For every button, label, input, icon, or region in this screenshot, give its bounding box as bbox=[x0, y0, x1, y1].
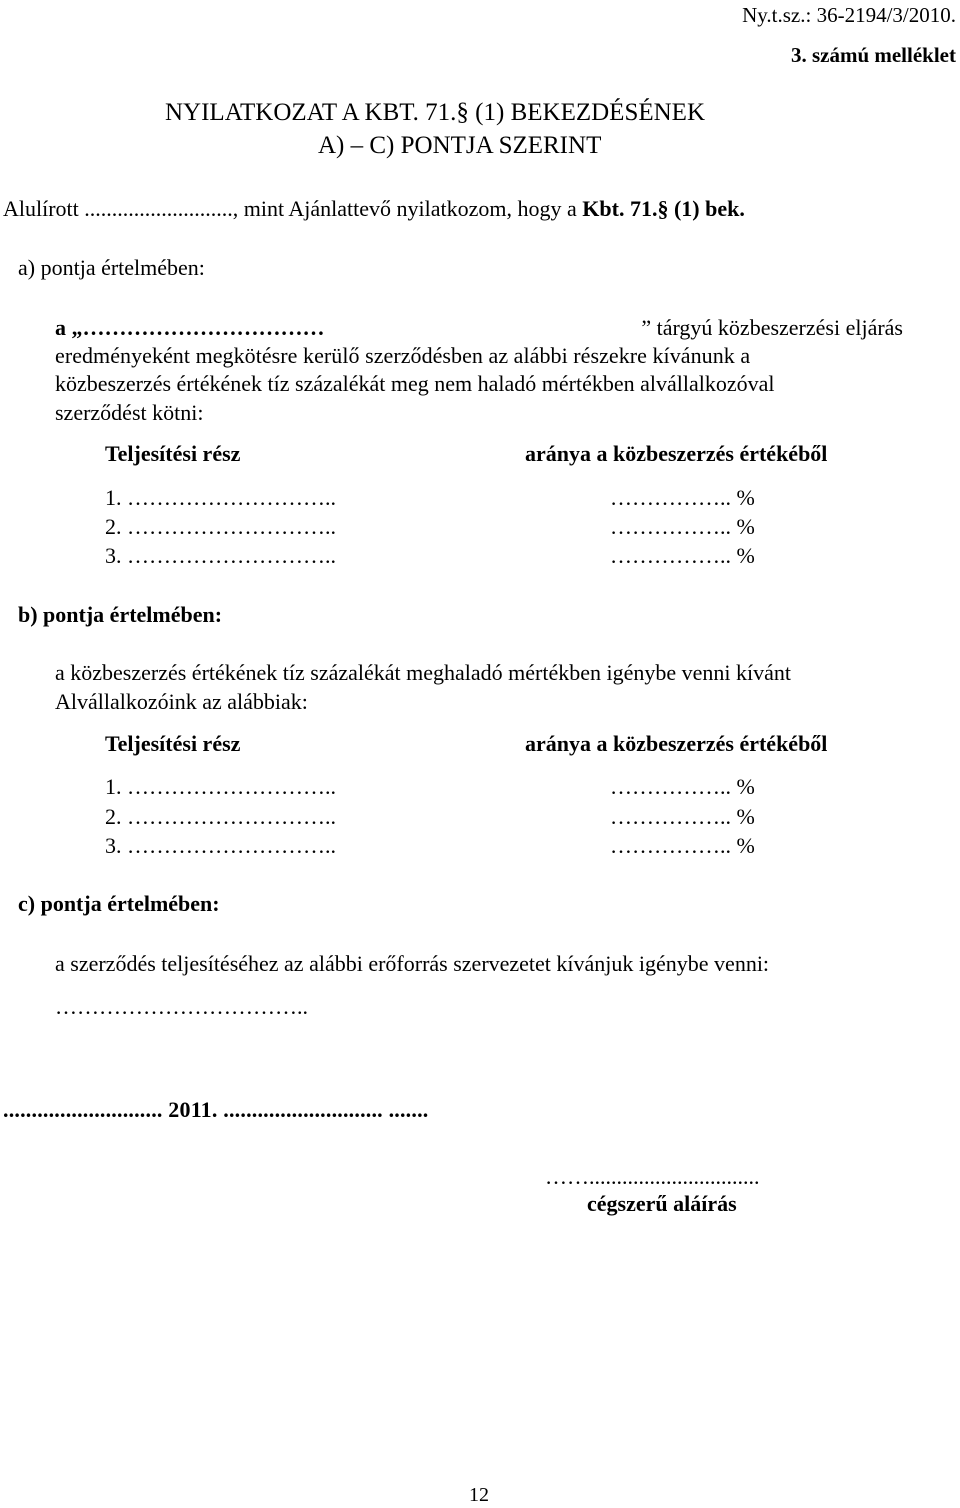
title-line-1: NYILATKOZAT A KBT. 71.§ (1) BEKEZDÉSÉNEK bbox=[165, 99, 706, 126]
section-b-row-2-ratio: …………….. % bbox=[610, 804, 755, 829]
section-a-row-2-ratio: …………….. % bbox=[610, 514, 755, 539]
section-b-paragraph-line-1: a közbeszerzés értékének tíz százalékát meghaladó mértékben igénybe venni kívánt bbox=[55, 660, 792, 685]
section-a-paragraph-line-1 bbox=[55, 314, 903, 342]
section-a-col-header-part: Teljesítési rész bbox=[105, 441, 241, 466]
section-b-col-header-ratio: aránya a közbeszerzés értékéből bbox=[525, 731, 828, 756]
section-c-heading: c) pontja értelmében: bbox=[18, 891, 220, 916]
section-c-paragraph-line-1: a szerződés teljesítéséhez az alábbi erőforrás szervezetet kívánjuk igénybe venni: bbox=[55, 951, 770, 976]
date-line: ............................ 2011. ............................ ....... bbox=[3, 1097, 429, 1122]
signature-label: cégszerű aláírás bbox=[587, 1191, 737, 1216]
section-a-row-3-part: 3. ……………………….. bbox=[105, 543, 336, 568]
intro-line bbox=[3, 195, 745, 223]
section-a-heading: a) pontja értelmében: bbox=[18, 255, 205, 280]
section-a-row-2-part: 2. ……………………….. bbox=[105, 514, 336, 539]
section-b-row-3-ratio: …………….. % bbox=[610, 833, 755, 858]
intro-law-reference: Kbt. 71.§ (1) bek. bbox=[582, 196, 745, 221]
section-a-col-header-ratio: aránya a közbeszerzés értékéből bbox=[525, 441, 828, 466]
section-b-row-1-part: 1. ……………………….. bbox=[105, 774, 336, 799]
title-line-2: A) – C) PONTJA SZERINT bbox=[318, 132, 602, 159]
section-a-row-1-ratio: …………….. % bbox=[610, 485, 755, 510]
reference-number: Ny.t.sz.: 36-2194/3/2010. bbox=[742, 3, 956, 27]
page-number: 12 bbox=[469, 1484, 489, 1506]
intro-text: Alulírott ..........................., mint Ajánlattevő nyilatkozom, hogy a bbox=[3, 196, 583, 221]
section-a-row-3-ratio: …………….. % bbox=[610, 543, 755, 568]
annex-label: 3. számú melléklet bbox=[790, 43, 956, 67]
section-a-subject-suffix: ” tárgyú közbeszerzési eljárás bbox=[641, 315, 903, 340]
section-b-heading: b) pontja értelmében: bbox=[18, 602, 223, 627]
subject-placeholder-dots: …………………………… bbox=[82, 315, 325, 340]
section-a-paragraph-line-3: közbeszerzés értékének tíz százalékát meg nem haladó mértékben alvállalkozóval bbox=[55, 371, 775, 396]
section-b-row-2-part: 2. ……………………….. bbox=[105, 804, 336, 829]
section-b-col-header-part: Teljesítési rész bbox=[105, 731, 241, 756]
signature-dots: ……............................... bbox=[545, 1164, 760, 1189]
section-a-row-1-part: 1. ……………………….. bbox=[105, 485, 336, 510]
section-a-quote-open: a „ bbox=[55, 315, 83, 340]
section-c-resource-placeholder: …………………………….. bbox=[55, 994, 308, 1019]
section-a-paragraph-line-4: szerződést kötni: bbox=[55, 400, 204, 425]
section-b-paragraph-line-2: Alvállalkozóink az alábbiak: bbox=[55, 689, 308, 714]
section-b-row-1-ratio: …………….. % bbox=[610, 774, 755, 799]
section-a-paragraph-line-2: eredményeként megkötésre kerülő szerződésben az alábbi részekre kívánunk a bbox=[55, 343, 751, 368]
section-b-row-3-part: 3. ……………………….. bbox=[105, 833, 336, 858]
